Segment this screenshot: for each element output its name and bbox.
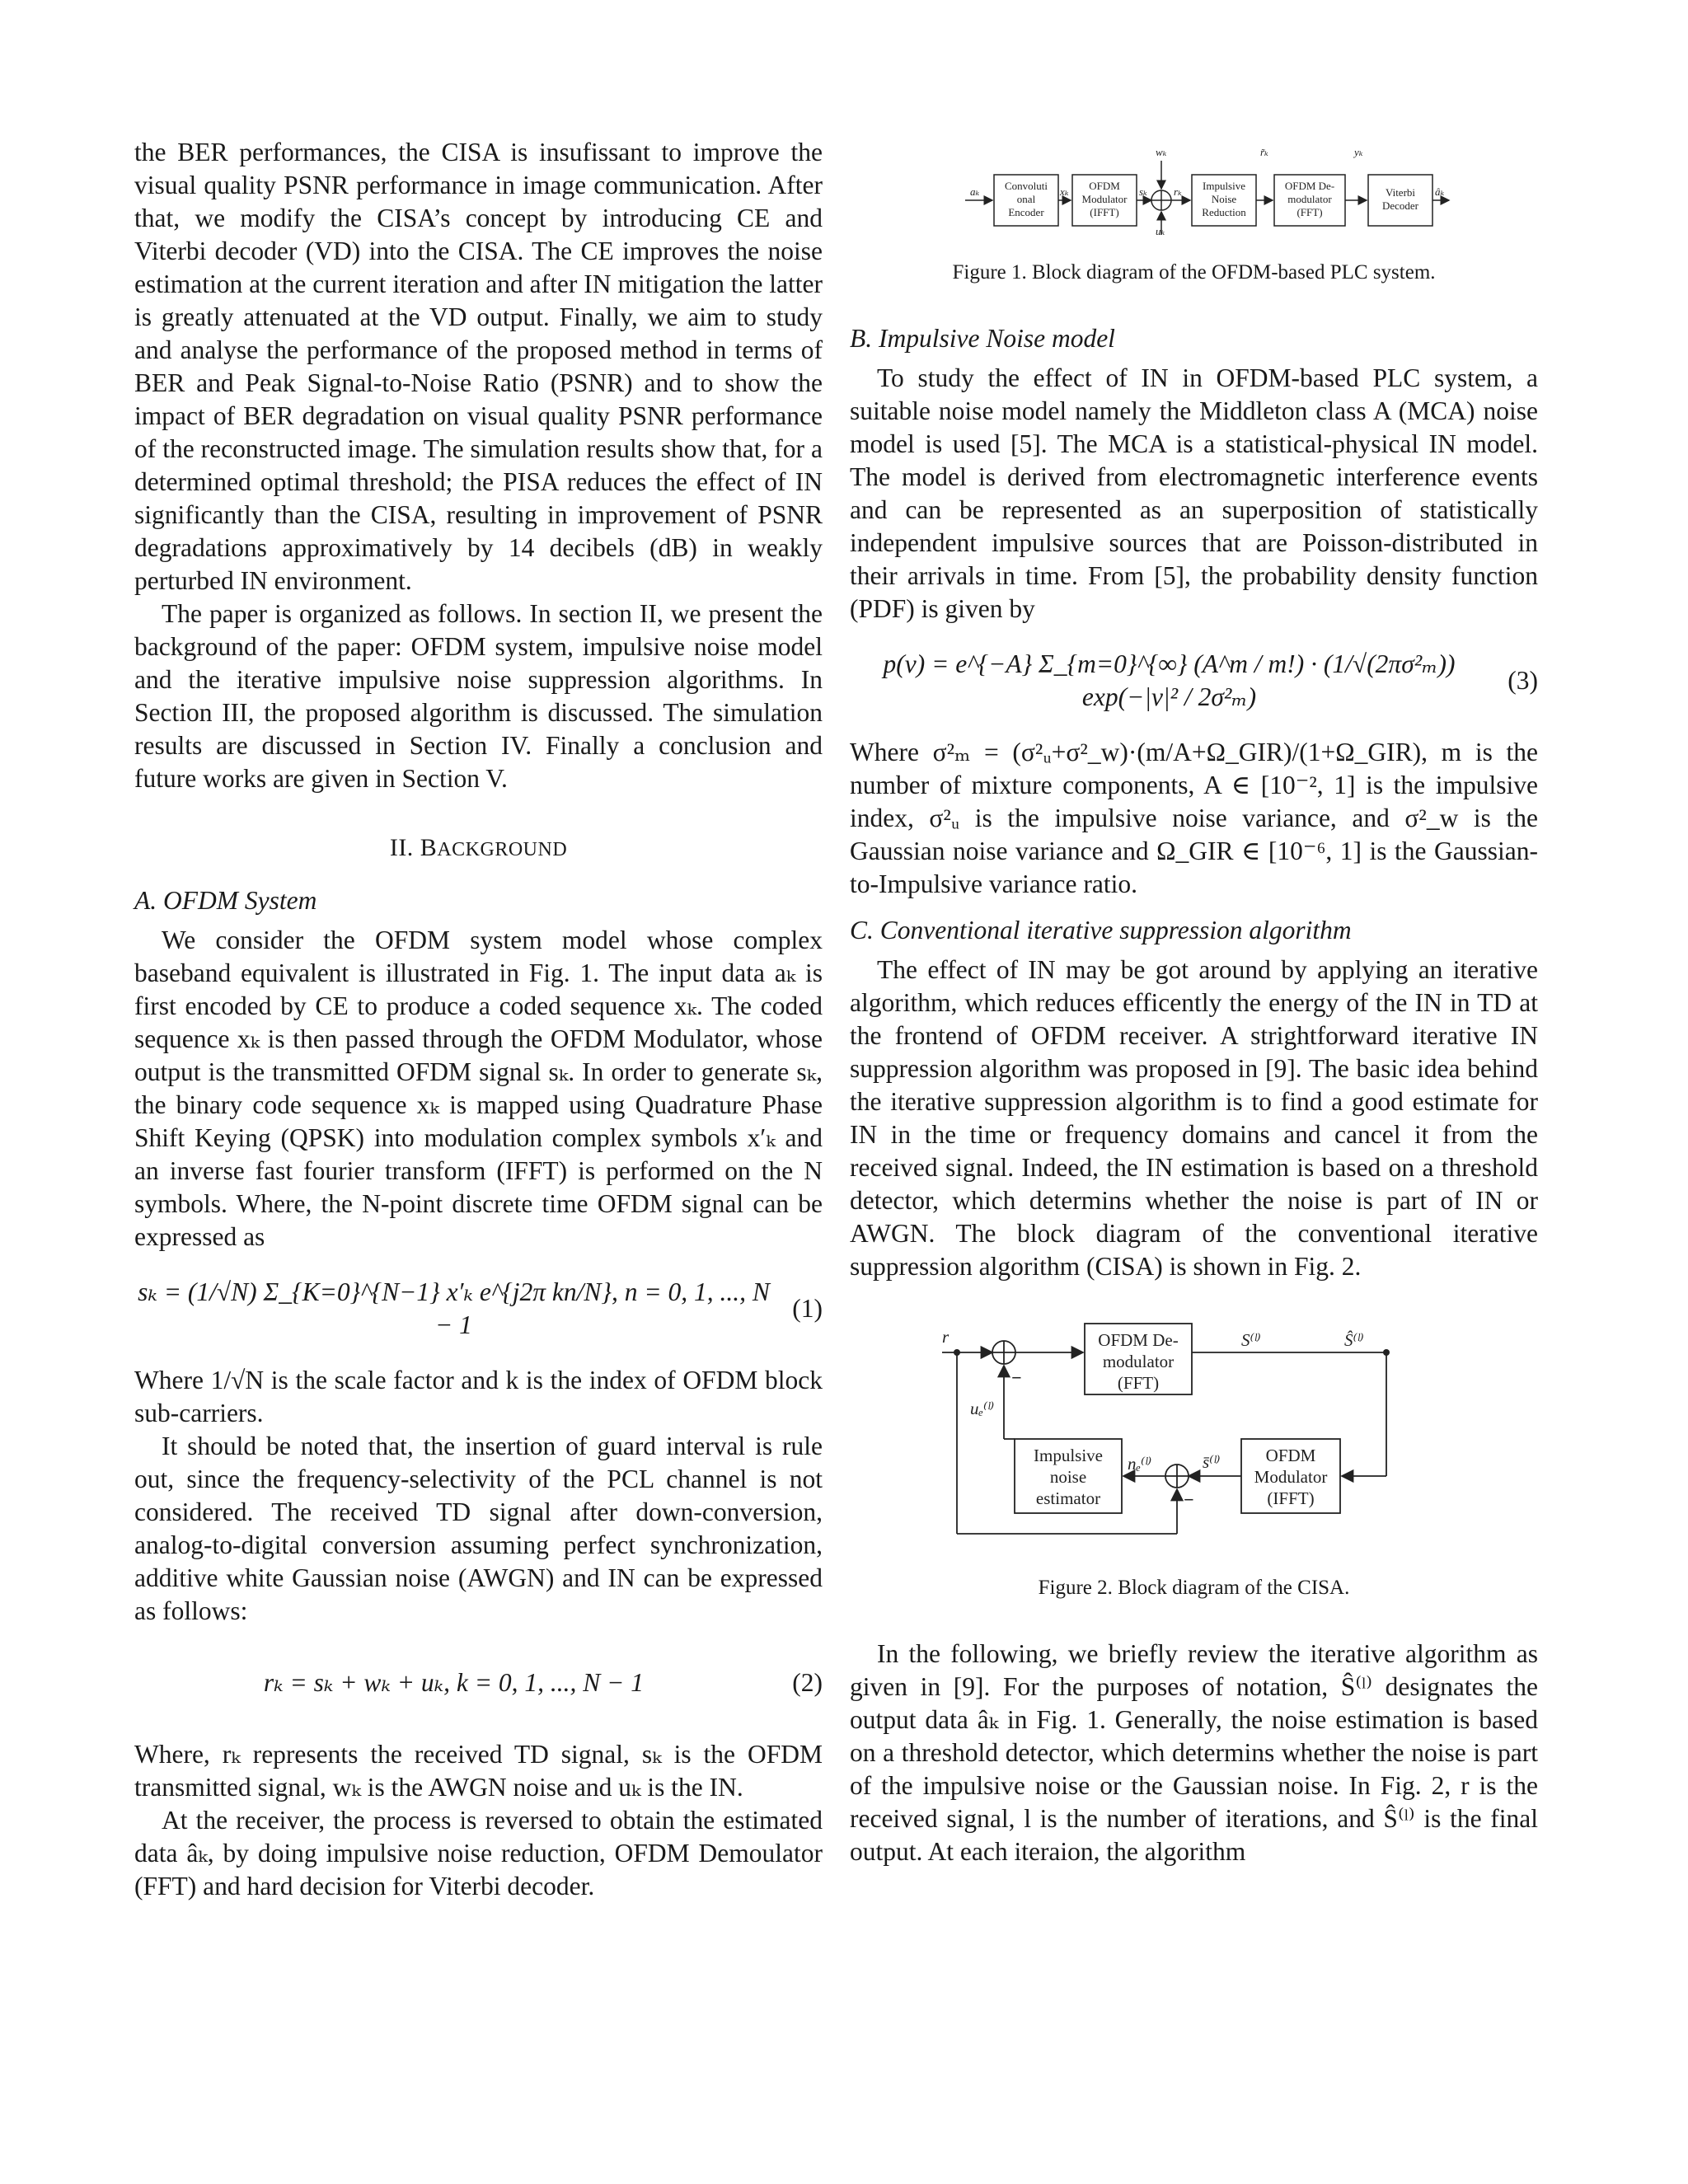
equation-3-body: p(v) = e^{−A} Σ_{m=0}^{∞} (A^m / m!) · (1/√(2πσ²ₘ)) exp(−|v|² / 2σ²ₘ) — [883, 649, 1456, 711]
section-heading-background — [134, 832, 823, 866]
equation-2-number: (2) — [792, 1668, 823, 1697]
section-number: II. B — [389, 834, 438, 861]
fig1-block-viterbi-line1: Viterbi — [1385, 186, 1416, 199]
fig1-label-xk: xₖ — [1060, 185, 1069, 198]
fig2-minus-top: − — [1011, 1367, 1022, 1388]
paragraph-where-scale: Where 1/√N is the scale factor and k is the index of OFDM block sub-carriers. — [134, 1366, 823, 1427]
fig1-block-ce-line3: Encoder — [1008, 206, 1044, 218]
paragraph-where-rk: Where, rₖ represents the received TD signal, sₖ is the OFDM transmitted signal, wₖ is the AWGN noise and uₖ is the IN. — [134, 1740, 823, 1802]
section-title-rest: ACKGROUND — [437, 839, 568, 860]
fig1-block-demod-line1: OFDM De- — [1284, 180, 1335, 192]
fig2-estimator-line2: noise — [1049, 1467, 1087, 1487]
fig1-block-mod-line2: Modulator — [1081, 193, 1128, 205]
equation-3 — [850, 644, 1538, 718]
fig1-label-sk: sₖ — [1139, 185, 1147, 198]
fig2-junction-r — [954, 1349, 960, 1356]
fig1-block-inr-line1: Impulsive — [1203, 180, 1245, 192]
fig1-block-mod-line3: (IFFT) — [1090, 206, 1119, 218]
fig1-block-viterbi-line2: Decoder — [1381, 199, 1419, 212]
equation-1 — [134, 1272, 823, 1346]
subsection-impulsive-noise-model: B. Impulsive Noise model — [850, 324, 1115, 353]
paragraph-guard-interval: It should be noted that, the insertion of guard interval is rule out, since the frequency-selectivity of the PCL channel is not considered. The received TD signal after down-conversion, analog-to-digital conversion assuming perfect synchronization, additive white Gaussian noise (AWGN) and IN can be expressed as follows: — [134, 1432, 823, 1625]
figure-2-diagram — [850, 1311, 1538, 1550]
fig1-label-rk: rₖ — [1174, 185, 1182, 198]
figure-1-caption: Figure 1. Block diagram of the OFDM-based PLC system. — [952, 261, 1436, 284]
fig1-block-demod-line2: modulator — [1287, 193, 1332, 205]
equation-1-number: (1) — [792, 1294, 823, 1323]
fig1-label-yk: yₖ — [1354, 146, 1363, 158]
fig2-label-sbar: s̄⁽ˡ⁾ — [1203, 1452, 1221, 1472]
paragraph-where-sigma: Where σ²ₘ = (σ²ᵤ+σ²_w)·(m/A+Ω_GIR)/(1+Ω_GIR), m is the number of mixture components, A ∈ [10⁻², 1] is the impulsive index, σ²ᵤ is the impulsive noise variance, and σ²_w is the Gaussian noise variance and Ω_GIR ∈ [10⁻⁶, 1] is the Gaussian-to-Impulsive variance ratio. — [850, 738, 1538, 898]
equation-3-number: (3) — [1507, 666, 1538, 695]
paragraph-receiver: At the receiver, the process is reversed to obtain the estimated data âₖ, by doing impulsive noise reduction, OFDM Demoulator (FFT) and hard decision for Viterbi decoder. — [134, 1806, 823, 1900]
paragraph-following: In the following, we briefly review the iterative algorithm as given in [9]. For the purposes of notation, Ŝ⁽ˡ⁾ designates the output data âₖ in Fig. 1. Generally, the noise estimation is based on a threshold detector, which determins whether the noise is part of the impulsive noise or the Gaussian noise. In Fig. 2, r is the received signal, l is the number of iterations, and Ŝ⁽ˡ⁾ is the final output. At each iteraion, the algorithm — [850, 1639, 1538, 1866]
fig1-block-demod-line3: (FFT) — [1296, 206, 1323, 218]
fig2-demod-line1: OFDM De- — [1098, 1330, 1179, 1350]
fig1-block-inr-line2: Noise — [1211, 193, 1237, 205]
fig2-estimator-line3: estimator — [1035, 1488, 1101, 1508]
figure-1 — [850, 136, 1538, 235]
fig2-demod-line2: modulator — [1102, 1352, 1175, 1371]
fig1-label-ak: aₖ — [970, 185, 980, 198]
figure-2 — [850, 1311, 1538, 1550]
fig2-mod-line3: (IFFT) — [1267, 1488, 1315, 1508]
paragraph-ofdm: We consider the OFDM system model whose complex baseband equivalent is illustrated in Fig. 1. The input data aₖ is first encoded by CE to produce a coded sequence xₖ. The coded sequence xₖ is then passed through the OFDM Modulator, whose output is the transmitted OFDM signal sₖ. In order to generate sₖ, the binary code sequence xₖ is mapped using Quadrature Phase Shift Keying (QPSK) into modulation complex symbols x′ₖ and an inverse fast fourier transform (IFFT) is performed on the N symbols. Where, the N-point discrete time OFDM signal can be expressed as — [134, 926, 823, 1251]
right-column — [850, 136, 1538, 1868]
fig2-label-ue: uₑ⁽ˡ⁾ — [970, 1399, 995, 1418]
paragraph-cisa: The effect of IN may be got around by applying an iterative algorithm, which reduces efficently the energy of the IN in TD at the frontend of OFDM receiver. A strightforward iterative IN suppression algorithm was proposed in [9]. The basic idea behind the iterative suppression algorithm is to find a good estimate for IN in the time or frequency domains and cancel it from the received signal. Indeed, the IN estimation is based on a threshold detector, which determins whether the noise is part of IN or AWGN. The block diagram of the conventional iterative suppression algorithm (CISA) is shown in Fig. 2. — [850, 955, 1538, 1281]
fig1-block-mod-line1: OFDM — [1089, 180, 1120, 192]
fig2-label-s: S⁽ˡ⁾ — [1241, 1330, 1261, 1350]
fig1-block-ce-line2: onal — [1016, 193, 1036, 205]
fig2-label-shat: Ŝ⁽ˡ⁾ — [1344, 1330, 1364, 1350]
fig1-label-wk: wₖ — [1156, 146, 1167, 158]
fig2-mod-line1: OFDM — [1265, 1446, 1316, 1465]
figure-1-diagram — [850, 136, 1538, 235]
fig2-minus-bottom: − — [1184, 1489, 1194, 1510]
paragraph-organization: The paper is organized as follows. In section II, we present the background of the paper: OFDM system, impulsive noise model and the iterative impulsive noise suppression algorithms. In Section III, the proposed algorithm is discussed. The simulation results are discussed in Section IV. Finally a conclusion and future works are given in Section V. — [134, 599, 823, 793]
equation-2 — [134, 1646, 823, 1720]
fig1-label-uk: uₖ — [1156, 225, 1165, 235]
fig2-junction-out — [1383, 1349, 1390, 1356]
fig2-mod-line2: Modulator — [1254, 1467, 1328, 1487]
fig2-label-r: r — [942, 1327, 950, 1347]
fig2-demod-line3: (FFT) — [1117, 1373, 1160, 1393]
left-column — [134, 136, 823, 1903]
paragraph-mca: To study the effect of IN in OFDM-based PLC system, a suitable noise model namely the Middleton class A (MCA) noise model is used [5]. The MCA is a statistical-physical IN model. The model is derived from electromagnetic interference events and can be represented as an superposition of statistically independent impulsive sources that are Poisson-distributed in their arrivals in time. From [5], the probability density function (PDF) is given by — [850, 363, 1538, 623]
figure-2-caption: Figure 2. Block diagram of the CISA. — [1038, 1577, 1350, 1599]
fig1-label-ahat: âₖ — [1435, 185, 1445, 198]
fig2-label-ne: nₑ⁽ˡ⁾ — [1128, 1454, 1152, 1474]
equation-1-body: sₖ = (1/√N) Σ_{K=0}^{N−1} x′ₖ e^{j2π kn/N}, n = 0, 1, ..., N − 1 — [138, 1277, 770, 1339]
fig1-label-rtilde: r̃ₖ — [1260, 146, 1268, 158]
fig1-block-ce-line1: Convoluti — [1004, 180, 1048, 192]
equation-2-body: rₖ = sₖ + wₖ + uₖ, k = 0, 1, ..., N − 1 — [263, 1668, 645, 1697]
fig1-block-inr-line3: Reduction — [1202, 206, 1246, 218]
fig2-estimator-line1: Impulsive — [1034, 1446, 1103, 1465]
subsection-ofdm-system: A. OFDM System — [134, 886, 317, 915]
subsection-cisa: C. Conventional iterative suppression algorithm — [850, 916, 1352, 944]
paragraph-intro: the BER performances, the CISA is insufissant to improve the visual quality PSNR performance in image communication. After that, we modify the CISA’s concept by introducing CE and Viterbi decoder (VD) into the CISA. The CE improves the noise estimation at the current iteration and after IN mitigation the latter is greatly attenuated at the VD output. Finally, we aim to study and analyse the performance of the proposed method in terms of BER and Peak Signal-to-Noise Ratio (PSNR) and to show the impact of BER degradation on visual quality PSNR performance of the reconstructed image. The simulation results show that, for a determined optimal threshold; the PISA reduces the effect of IN significantly than the CISA, resulting in improvement of PSNR degradations approximatively by 14 decibels (dB) in weakly perturbed IN environment. — [134, 138, 823, 595]
